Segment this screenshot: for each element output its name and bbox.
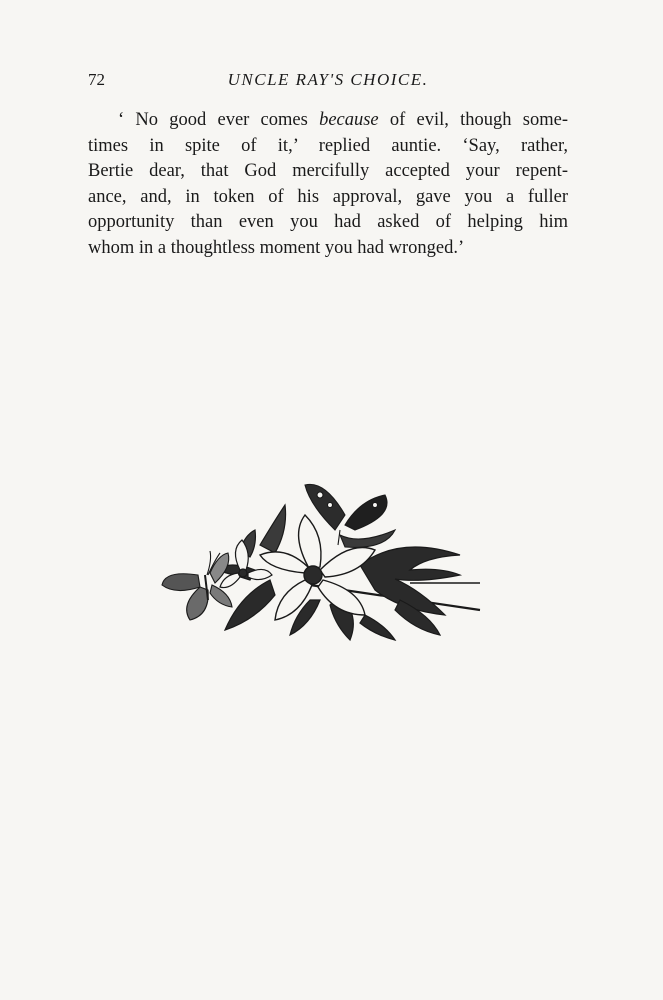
text-line: whom in a thoughtless moment you had wronged.’: [88, 237, 465, 258]
text-segment: of evil, though some-: [378, 110, 568, 130]
text-line: times in spite of it,’ replied auntie. ‘Say, rather,: [88, 135, 568, 156]
page-header: [88, 70, 568, 94]
running-title: UNCLE RAY'S CHOICE.: [227, 70, 429, 89]
text-line: Bertie dear, that God mercifully accepted your repent-: [88, 161, 568, 181]
text-line: opportunity than even you had asked of helping him: [88, 212, 568, 232]
text-line: [88, 108, 568, 134]
page-number: 72: [88, 70, 105, 89]
butterflies-and-flowers-icon: [160, 475, 490, 650]
body-paragraph: [88, 108, 568, 261]
text-segment: ‘ No good ever comes: [118, 110, 320, 130]
text-line: ance, and, in token of his approval, gave you a fuller: [88, 186, 568, 207]
emphasized-word: because: [319, 110, 379, 130]
